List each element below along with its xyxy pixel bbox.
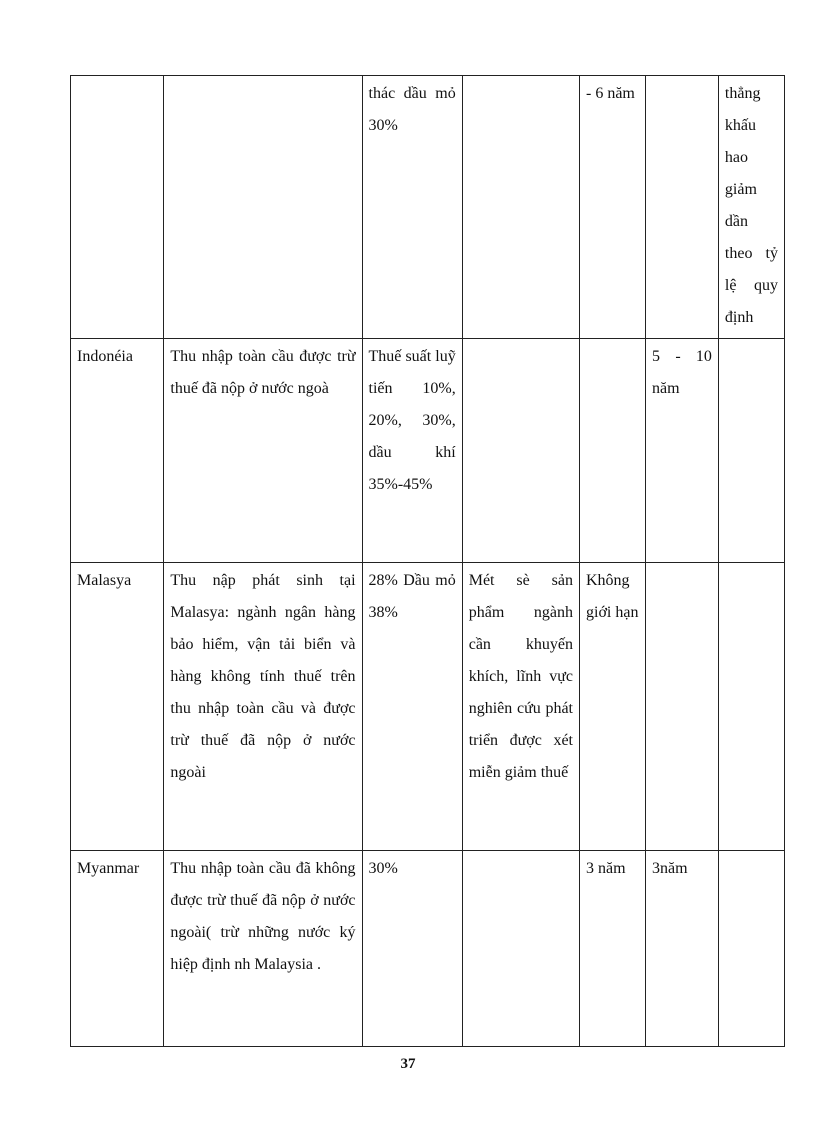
tax-base-cell (164, 76, 362, 339)
incentives-cell: Mét sè sản phẩm ngành cần khuyến khích, lĩnh vực nghiên cứu phát triển được xét miễn giảm thuế (462, 563, 579, 851)
tax-rate-cell: 30% (362, 851, 462, 1047)
table-row (71, 339, 785, 563)
tax-base-cell: Thu nhập toàn cầu đã không được trừ thuế đã nộp ở nước ngoài( trừ những nước ký hiệp định nh Malaysia . (164, 851, 362, 1047)
depreciation-cell (718, 851, 784, 1047)
tax-base-cell: Thu nập phát sinh tại Malasya: ngành ngân hàng bảo hiểm, vận tải biển và hàng không tính thuế trên thu nhập toàn cầu và được trừ thuế đã nộp ở nước ngoài (164, 563, 362, 851)
loss-carryforward-cell: - 6 năm (580, 76, 646, 339)
depreciation-cell (718, 563, 784, 851)
tax-rate-cell: Thuế suất luỹ tiến 10%, 20%, 30%, dầu khí 35%-45% (362, 339, 462, 563)
exemption-period-cell (646, 563, 719, 851)
tax-comparison-table (70, 75, 785, 1047)
incentives-cell (462, 851, 579, 1047)
country-cell (71, 76, 164, 339)
depreciation-cell: thẳng khấu hao giảm dần theo tỷ lệ quy định (718, 76, 784, 339)
depreciation-cell (718, 339, 784, 563)
exemption-period-cell: 3năm (646, 851, 719, 1047)
tax-rate-cell: thác dầu mỏ 30% (362, 76, 462, 339)
country-cell: Malasya (71, 563, 164, 851)
tax-rate-cell: 28% Dầu mỏ 38% (362, 563, 462, 851)
table-row (71, 76, 785, 339)
loss-carryforward-cell (580, 339, 646, 563)
loss-carryforward-cell: Không giới hạn (580, 563, 646, 851)
tax-base-cell: Thu nhập toàn cầu được trừ thuế đã nộp ở nước ngoà (164, 339, 362, 563)
exemption-period-cell: 5 - 10 năm (646, 339, 719, 563)
page-number: 37 (400, 1056, 416, 1072)
country-cell: Indonéia (71, 339, 164, 563)
incentives-cell (462, 76, 579, 339)
exemption-period-cell (646, 76, 719, 339)
table-row (71, 851, 785, 1047)
incentives-cell (462, 339, 579, 563)
country-cell: Myanmar (71, 851, 164, 1047)
table-row (71, 563, 785, 851)
loss-carryforward-cell: 3 năm (580, 851, 646, 1047)
